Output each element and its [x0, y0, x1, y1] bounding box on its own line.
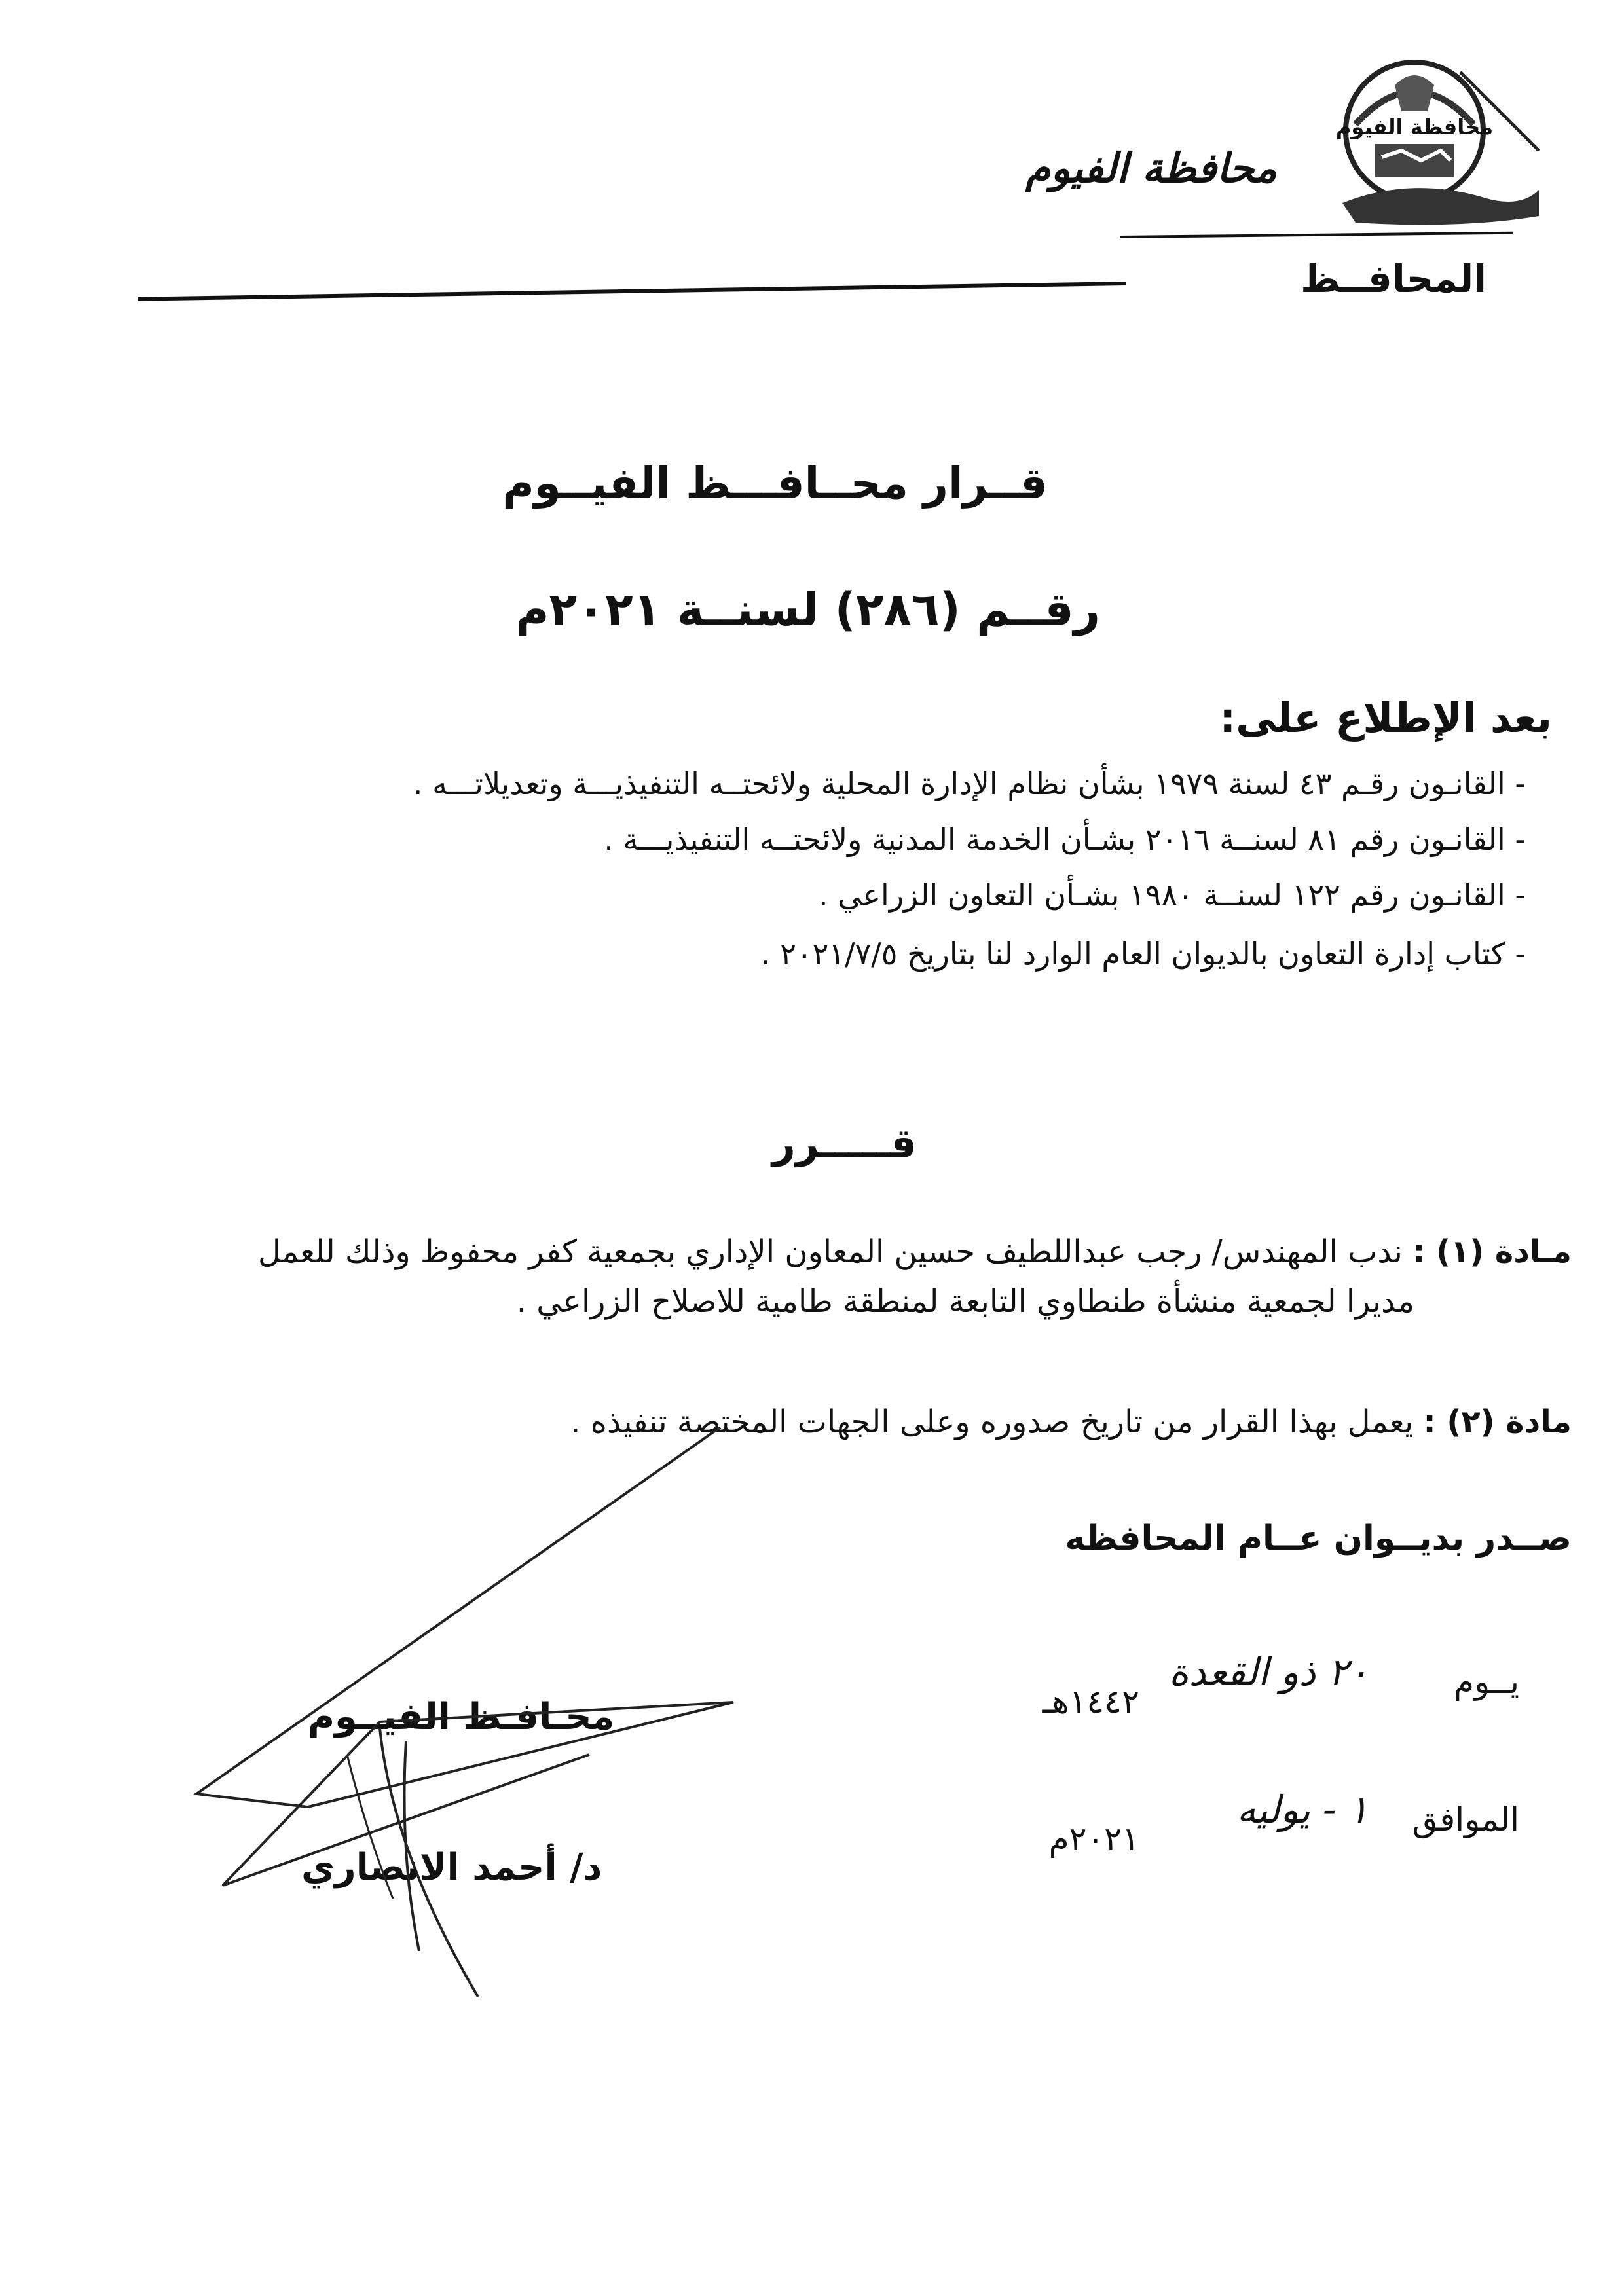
governorate-emblem-logo: [1329, 46, 1545, 236]
issued-at: صــدر بديــوان عــام المحافظه: [1065, 1519, 1572, 1558]
decree-number: رقــم (٢٨٦) لسنــة ٢٠٢١م: [515, 583, 1100, 636]
decree-title: قــرار محــافـــظ الفيــوم: [502, 458, 1048, 509]
header-rule-long: [138, 282, 1126, 301]
svg-text:محافظة الفيوم: محافظة الفيوم: [1335, 115, 1494, 139]
article-1: [258, 1224, 1572, 1279]
recitals-heading: بعد الإطلاع على:: [1219, 694, 1552, 742]
recital-item: - القانـون رقم ٨١ لسنــة ٢٠١٦ بشـأن الخدمة المدنية ولائحتــه التنفيذيـــة .: [604, 822, 1526, 857]
article-1-line-1: ندب المهندس/ رجب عبداللطيف حسين المعاون الإداري بجمعية كفر محفوظ وذلك للعمل: [258, 1233, 1403, 1270]
gregorian-date-day: ١ - يوليه: [1236, 1787, 1369, 1832]
decided-heading: قـــــرر: [772, 1120, 917, 1167]
gregorian-date-label: الموافق: [1412, 1800, 1519, 1838]
article-1-label: مـادة (١) :: [1412, 1233, 1572, 1270]
signatory-name: د/ أحمد الانصاري: [301, 1846, 602, 1889]
recital-item: - القانـون رقـم ٤٣ لسنة ١٩٧٩ بشأن نظام الإدارة المحلية ولائحتــه التنفيذيـــة وتعديلاتـــه .: [413, 766, 1526, 801]
governorate-name: محافظة الفيوم: [1025, 144, 1277, 192]
hijri-date-label: يــوم: [1454, 1663, 1519, 1701]
handwritten-signature: [183, 1427, 773, 2016]
recital-item: - كتاب إدارة التعاون بالديوان العام الوارد لنا بتاريخ ٢٠٢١/٧/٥ .: [761, 936, 1526, 972]
recital-item: - القانـون رقم ١٢٢ لسنــة ١٩٨٠ بشـأن التعاون الزراعي .: [819, 877, 1526, 913]
hijri-date-day: ٢٠ ذو القعدة: [1169, 1650, 1369, 1694]
hijri-date-year: ١٤٤٢هـ: [1042, 1683, 1139, 1721]
article-2-line-1: يعمل بهذا القرار من تاريخ صدوره وعلى الجهات المختصة تنفيذه .: [570, 1404, 1414, 1440]
signatory-title: محـافـظ الفيــوم: [308, 1696, 615, 1738]
gregorian-date-year: ٢٠٢١م: [1048, 1820, 1139, 1858]
article-1-line-2: مديرا لجمعية منشأة طنطاوي التابعة لمنطقة طامية للاصلاح الزراعي .: [516, 1283, 1414, 1320]
office-label: المحافــظ: [1301, 257, 1486, 301]
article-2-label: مادة (٢) :: [1423, 1404, 1572, 1440]
